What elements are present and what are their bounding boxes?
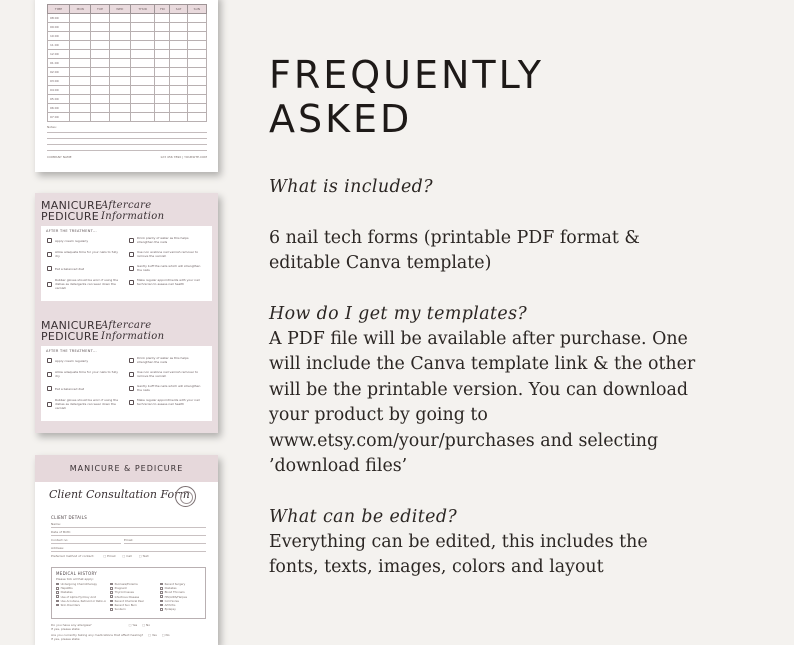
contact-info: 123 456 7890 | YOURSITE.COM	[160, 155, 207, 159]
notes-line	[47, 144, 207, 145]
schedule-column-header: TIME	[48, 5, 70, 14]
checkbox-icon	[160, 600, 163, 603]
time-cell: 11:00	[48, 41, 70, 50]
schedule-cell	[155, 86, 170, 95]
schedule-cell	[70, 86, 91, 95]
checkbox-icon	[56, 604, 59, 607]
email-field: Email:	[124, 538, 206, 544]
aftercare-tip: Allow adequate time for your nails to fully dry	[47, 370, 121, 378]
medical-checkbox-item: HIV/AIDS/Herpes	[160, 595, 187, 599]
schedule-cell	[109, 95, 130, 104]
medical-checkbox-item: Undergoing Chemotherapy	[56, 582, 106, 586]
aftercare-tip: Make regular appointments with your nail technician to assess nail health	[129, 398, 203, 406]
address-field: Address:	[51, 546, 206, 552]
water-icon	[129, 358, 134, 363]
medical-column	[160, 582, 187, 611]
medical-checkbox-item: Recent Chemical Peel	[110, 599, 144, 603]
checkbox-icon	[160, 608, 163, 611]
schedule-cell	[170, 95, 187, 104]
medical-history-box	[51, 567, 206, 619]
schedule-cell	[170, 23, 187, 32]
schedule-cell	[70, 95, 91, 104]
time-cell: 10:00	[48, 32, 70, 41]
checkbox-icon	[160, 583, 163, 586]
medical-checkbox-item: Use Accutane, Retinoid or Retin-A	[56, 599, 106, 603]
time-cell: 05:00	[48, 95, 70, 104]
aftercare-tip: Use non acetone nail varnish remover to remove the varnish	[129, 250, 203, 258]
checkbox-icon	[160, 604, 163, 607]
name-field: Name:	[51, 522, 206, 528]
schedule-cell	[155, 59, 170, 68]
aftercare-tip: Apply cream regularly	[47, 238, 121, 243]
contact-field: Contact no:	[51, 538, 121, 544]
checkbox-icon	[110, 583, 113, 586]
schedule-cell	[155, 95, 170, 104]
logo-stamp-icon	[175, 486, 196, 507]
schedule-cell	[155, 68, 170, 77]
schedule-cell	[187, 77, 206, 86]
aftercare-card	[35, 193, 218, 310]
schedule-cell	[130, 14, 155, 23]
glove-icon	[47, 282, 52, 287]
medical-checkbox-item: Sunburn	[110, 607, 144, 611]
calendar-icon	[129, 280, 134, 285]
faq-answer-edited: Everything can be edited, this includes the fonts, texts, images, colors and layout	[269, 532, 648, 578]
schedule-cell	[109, 32, 130, 41]
schedule-row	[48, 113, 207, 122]
cream-icon	[47, 358, 52, 363]
schedule-cell	[187, 14, 206, 23]
medical-checkbox-item: Diabetes	[160, 586, 187, 590]
medical-checkbox-item: Thyroid Issues	[110, 590, 144, 594]
aftercare-tip: Eat a balanced diet	[47, 386, 121, 391]
schedule-cell	[109, 59, 130, 68]
schedule-cell	[155, 104, 170, 113]
aftercare-tip: Gently buff the nails which will strengthen the nails	[129, 264, 203, 272]
schedule-cell	[91, 59, 109, 68]
schedule-cell	[187, 59, 206, 68]
time-cell: 04:00	[48, 86, 70, 95]
checkbox-icon	[110, 604, 113, 607]
schedule-cell	[170, 113, 187, 122]
apple-icon	[47, 266, 52, 271]
schedule-cell	[187, 23, 206, 32]
schedule-cell	[70, 59, 91, 68]
aftercare-tip: Apply cream regularly	[47, 358, 121, 363]
medical-checkbox-item: Epilepsy	[160, 607, 187, 611]
schedule-cell	[130, 95, 155, 104]
checkbox-icon	[56, 587, 59, 590]
schedule-cell	[109, 50, 130, 59]
schedule-cell	[91, 41, 109, 50]
schedule-cell	[155, 113, 170, 122]
schedule-row	[48, 86, 207, 95]
notes-line	[47, 132, 207, 133]
schedule-cell	[170, 59, 187, 68]
schedule-cell	[155, 23, 170, 32]
aftercare-body	[41, 346, 212, 421]
schedule-cell	[70, 77, 91, 86]
time-cell: 08:00	[48, 14, 70, 23]
time-cell: 03:00	[48, 77, 70, 86]
schedule-cell	[187, 86, 206, 95]
schedule-cell	[109, 41, 130, 50]
schedule-row	[48, 59, 207, 68]
checkbox-icon	[56, 595, 59, 598]
schedule-column-header: SUN	[187, 5, 206, 14]
schedule-cell	[170, 86, 187, 95]
medical-checkbox-item: Use of Alpha Hydroxy Acid	[56, 595, 106, 599]
medical-checkbox-item: Recent Sun Burn	[110, 603, 144, 607]
schedule-column-header: SAT	[170, 5, 187, 14]
schedule-cell	[130, 77, 155, 86]
checkbox-icon	[56, 591, 59, 594]
checkbox-icon	[160, 587, 163, 590]
medication-question: Are you currently taking any medications that affect healing? □ Yes □ No	[51, 633, 170, 637]
schedule-cell	[155, 50, 170, 59]
schedule-cell	[187, 113, 206, 122]
medical-checkbox-item: Infectious Disease	[110, 595, 144, 599]
schedule-cell	[91, 68, 109, 77]
time-cell: 01:00	[48, 59, 70, 68]
checkbox-icon	[56, 600, 59, 603]
schedule-cell	[130, 104, 155, 113]
consultation-script-title: Client Consultation Form	[49, 488, 190, 501]
medical-checkbox-item: Hepatitis	[56, 586, 106, 590]
aftercare-tip: Make regular appointments with your nail technician to assess nail health	[129, 278, 203, 286]
schedule-row	[48, 14, 207, 23]
medical-column	[56, 582, 106, 607]
water-icon	[129, 238, 134, 243]
company-name: COMPANY NAME	[47, 155, 72, 159]
schedule-cell	[109, 104, 130, 113]
checkbox-icon	[110, 587, 113, 590]
schedule-cell	[91, 14, 109, 23]
medical-column	[110, 582, 144, 611]
schedule-cell	[70, 50, 91, 59]
checkbox-icon	[160, 595, 163, 598]
notes-line	[47, 138, 207, 139]
preferred-contact-field: Preferred method of contact: □ Email □ Call □ Text	[51, 554, 149, 558]
schedule-cell	[130, 23, 155, 32]
cream-icon	[47, 238, 52, 243]
aftercare-tip: Eat a balanced diet	[47, 266, 121, 271]
schedule-column-header: TUE	[91, 5, 109, 14]
schedule-cell	[70, 104, 91, 113]
schedule-cell	[155, 32, 170, 41]
schedule-cell	[70, 113, 91, 122]
time-cell: 06:00	[48, 104, 70, 113]
aftercare-tip: Use non acetone nail varnish remover to remove the varnish	[129, 370, 203, 378]
nail-polish-icon	[47, 252, 52, 257]
medical-checkbox-item: Blood Thinners	[160, 590, 187, 594]
aftercare-title: MANICURE PEDICURE	[41, 319, 103, 343]
schedule-cell	[91, 50, 109, 59]
weekly-schedule-table	[47, 4, 207, 122]
glove-icon	[47, 402, 52, 407]
medical-checkbox-item: Arthritis	[160, 603, 187, 607]
faq-question-included: What is included?	[269, 177, 433, 197]
schedule-cell	[109, 68, 130, 77]
aftercare-card	[35, 313, 218, 430]
medical-checkbox-item: Psoriasis/Eczema	[110, 582, 144, 586]
aftercare-tip: Allow adequate time for your nails to fully dry	[47, 250, 121, 258]
schedule-cell	[155, 77, 170, 86]
remover-bottle-icon	[129, 252, 134, 257]
client-details-heading: CLIENT DETAILS	[51, 515, 88, 520]
schedule-cell	[187, 68, 206, 77]
medication-detail: If yes, please state:	[51, 637, 81, 641]
schedule-cell	[91, 86, 109, 95]
schedule-cell	[187, 41, 206, 50]
consultation-header: MANICURE & PEDICURE	[35, 455, 218, 482]
allergy-detail: If yes, please state:	[51, 627, 81, 631]
checkbox-icon	[110, 591, 113, 594]
apple-icon	[47, 386, 52, 391]
schedule-row	[48, 50, 207, 59]
schedule-cell	[70, 68, 91, 77]
schedule-cell	[109, 86, 130, 95]
nail-polish-icon	[47, 372, 52, 377]
checkbox-icon	[110, 608, 113, 611]
schedule-cell	[187, 50, 206, 59]
aftercare-tip: Gently buff the nails which will strengthen the nails	[129, 384, 203, 392]
schedule-cell	[130, 41, 155, 50]
medical-checkbox-item: Skin Disorders	[56, 603, 106, 607]
medical-checkbox-item: Cold Sores	[160, 599, 187, 603]
aftercare-subheading: AFTER THE TREATMENT...	[46, 349, 97, 353]
schedule-row	[48, 77, 207, 86]
time-cell: 12:00	[48, 50, 70, 59]
schedule-cell	[109, 77, 130, 86]
schedule-cell	[170, 77, 187, 86]
aftercare-title: MANICURE PEDICURE	[41, 199, 103, 223]
schedule-row	[48, 41, 207, 50]
schedule-cell	[91, 113, 109, 122]
faq-question-edited: What can be edited?	[269, 507, 458, 527]
medical-hint: Please tick all that apply:	[56, 577, 94, 581]
aftercare-tip: Rubber gloves should be worn if using the dishes as detergents can wear down the varnish	[47, 398, 121, 410]
aftercare-tip: Drink plenty of water as this helps strengthen the nails	[129, 356, 203, 364]
schedule-row	[48, 68, 207, 77]
dob-field: Date of Birth:	[51, 530, 206, 536]
aftercare-script-title: Aftercare Information	[101, 200, 165, 222]
schedule-cell	[130, 50, 155, 59]
nail-file-icon	[129, 386, 134, 391]
checkbox-icon	[56, 583, 59, 586]
faq-title: FREQUENTLY ASKED	[269, 53, 544, 141]
notes-label: Notes:	[47, 125, 57, 129]
medical-checkbox-item: Pregnant	[110, 586, 144, 590]
remover-bottle-icon	[129, 372, 134, 377]
schedule-column-header: WED	[109, 5, 130, 14]
schedule-cell	[170, 104, 187, 113]
schedule-row	[48, 23, 207, 32]
schedule-cell	[109, 14, 130, 23]
schedule-cell	[130, 59, 155, 68]
checkbox-icon	[110, 595, 113, 598]
schedule-cell	[91, 95, 109, 104]
faq-question-templates: How do I get my templates?	[269, 304, 528, 324]
schedule-cell	[170, 32, 187, 41]
schedule-cell	[91, 23, 109, 32]
faq-answer-included: 6 nail tech forms (printable PDF format & editable Canva template)	[269, 228, 640, 274]
allergy-question: Do you have any allergies? □ Yes □ No	[51, 623, 151, 627]
schedule-cell	[130, 86, 155, 95]
schedule-cell	[187, 95, 206, 104]
schedule-column-header: FRI	[155, 5, 170, 14]
schedule-template-preview	[35, 0, 218, 172]
schedule-column-header: MON	[70, 5, 91, 14]
nail-file-icon	[129, 266, 134, 271]
schedule-cell	[187, 104, 206, 113]
schedule-cell	[155, 14, 170, 23]
schedule-cell	[170, 14, 187, 23]
schedule-cell	[70, 23, 91, 32]
time-cell: 07:00	[48, 113, 70, 122]
medical-history-heading: MEDICAL HISTORY	[56, 571, 98, 576]
schedule-cell	[155, 41, 170, 50]
consultation-template-preview	[35, 455, 218, 645]
aftercare-tip: Rubber gloves should be worn if using the dishes as detergents can wear down the varnish	[47, 278, 121, 290]
schedule-cell	[187, 32, 206, 41]
schedule-cell	[130, 113, 155, 122]
aftercare-body	[41, 226, 212, 301]
schedule-cell	[91, 104, 109, 113]
schedule-cell	[109, 113, 130, 122]
schedule-row	[48, 95, 207, 104]
schedule-cell	[109, 23, 130, 32]
calendar-icon	[129, 400, 134, 405]
time-cell: 02:00	[48, 68, 70, 77]
schedule-cell	[170, 41, 187, 50]
schedule-cell	[91, 77, 109, 86]
schedule-cell	[170, 68, 187, 77]
schedule-cell	[70, 41, 91, 50]
aftercare-subheading: AFTER THE TREATMENT...	[46, 229, 97, 233]
medical-checkbox-item: Recent Surgery	[160, 582, 187, 586]
aftercare-tip: Drink plenty of water as this helps strengthen the nails	[129, 236, 203, 244]
time-cell: 09:00	[48, 23, 70, 32]
schedule-cell	[91, 32, 109, 41]
aftercare-template-preview	[35, 193, 218, 433]
schedule-cell	[70, 14, 91, 23]
schedule-cell	[70, 32, 91, 41]
checkbox-icon	[110, 600, 113, 603]
schedule-cell	[130, 68, 155, 77]
schedule-row	[48, 104, 207, 113]
medical-checkbox-item: Diabetes	[56, 590, 106, 594]
schedule-cell	[130, 32, 155, 41]
notes-line	[47, 150, 207, 151]
schedule-cell	[170, 50, 187, 59]
schedule-row	[48, 32, 207, 41]
checkbox-icon	[160, 591, 163, 594]
aftercare-script-title: Aftercare Information	[101, 320, 165, 342]
faq-answer-templates: A PDF file will be available after purchase. One will include the Canva template link & the other will be the printable version. You can download your product by going to www.etsy.com/your/purchases and selecting ’download files’	[269, 329, 696, 477]
schedule-column-header: THUR	[130, 5, 155, 14]
